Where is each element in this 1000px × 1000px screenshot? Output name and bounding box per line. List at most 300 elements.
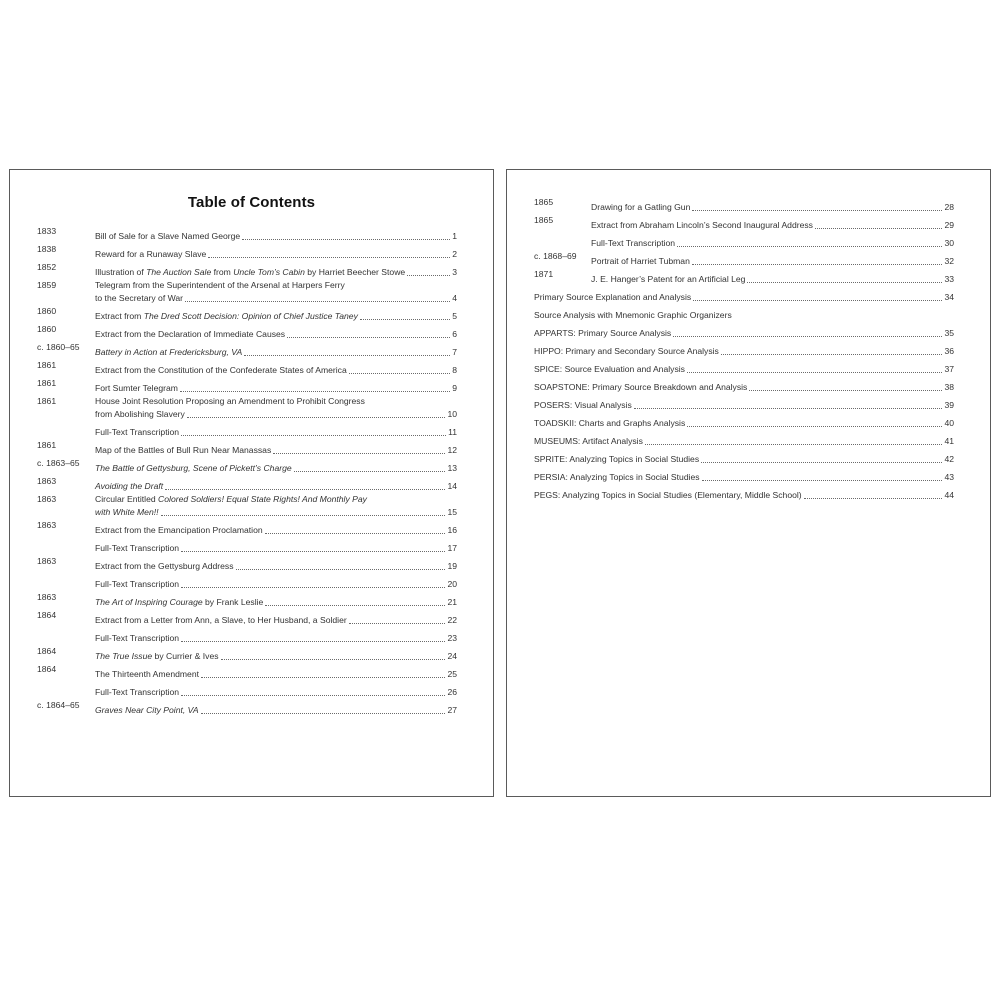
toc-entry[interactable] [10,243,493,261]
entry-title-text [534,345,719,358]
dot-leader [692,210,942,211]
entry-title-text: from Abolishing Slavery [95,409,185,419]
left-page [9,169,494,797]
dot-leader [181,587,445,588]
entry-title-line [95,395,457,408]
entry-title-text [95,506,159,519]
entry-title-text: to the Secretary of War [95,293,184,303]
dot-leader [692,264,943,265]
entry-page-number: 37 [944,364,954,374]
entry-page-number: 1 [452,231,457,241]
entry-title [95,230,457,243]
toc-entry[interactable] [507,448,990,466]
toc-entry[interactable] [507,412,990,430]
entry-title-line [95,408,457,421]
toc-entry[interactable] [10,573,493,591]
toc-entry[interactable] [10,591,493,609]
entry-title [95,560,457,573]
entry-title-text: HIPPO: Primary and Secondary Source Analysis [534,346,719,356]
entry-title-line [95,668,457,681]
entry-title-text: MUSEUMS: Artifact Analysis [534,436,643,446]
entry-title [95,686,457,699]
entry-title-text: SPRITE: Analyzing Topics in Social Studies [534,454,700,464]
dot-leader [180,391,450,392]
entry-page-number: 17 [447,543,457,553]
entry-title-text: TOADSKII: Charts and Graphs Analysis [534,418,686,428]
entry-title-text [534,291,691,304]
entry-title-line [95,444,457,457]
toc-entry[interactable] [507,250,990,268]
entry-title-line [95,480,457,493]
entry-date: 1863 [37,556,57,566]
entry-title-text [591,219,813,232]
entry-title [95,668,457,681]
entry-title-line [534,417,954,430]
entry-title [534,435,954,448]
entry-title-text [591,201,690,214]
entry-title-italic: The True Issue [95,651,153,661]
dot-leader [221,659,446,660]
entry-date: 1860 [37,306,57,316]
toc-entry[interactable] [10,609,493,627]
entry-title-text [95,542,179,555]
entry-title-line [95,230,457,243]
entry-title-text: PERSIA: Analyzing Topics in Social Studies [534,472,700,482]
toc-entry[interactable] [507,358,990,376]
toc-entry[interactable] [507,286,990,304]
toc-entry[interactable] [507,196,990,214]
entry-title [95,279,457,305]
dot-leader [349,373,450,374]
entry-title-text: Full-Text Transcription [95,633,180,643]
entry-date: c. 1863–65 [37,458,80,468]
entry-title-italic: Battery in Action at Fredericksburg, VA [95,347,243,357]
entry-title-line [95,704,457,717]
entry-title-text: Reward for a Runaway Slave [95,249,207,259]
entry-title-line [534,309,954,322]
entry-page-number: 6 [452,329,457,339]
toc-entry[interactable] [507,214,990,232]
entry-title [591,219,954,232]
entry-title-text [534,453,699,466]
entry-title-line [95,346,457,359]
entry-title-text [95,444,271,457]
dot-leader [208,257,450,258]
entry-title-line [95,426,457,439]
entry-title-text [95,248,206,261]
entry-title [534,381,954,394]
entry-date: c. 1864–65 [37,700,80,710]
entry-title-line [95,382,457,395]
toc-entry[interactable] [10,439,493,457]
entry-page-number: 2 [452,249,457,259]
toc-entry[interactable] [10,493,493,519]
entry-title [95,542,457,555]
entry-title-line [534,291,954,304]
entry-title-text: House Joint Resolution Proposing an Amendment to Prohibit Congress [95,396,365,406]
entry-title-line [591,237,954,250]
entry-date: 1860 [37,324,57,334]
dot-leader [287,337,450,338]
entry-title-text [534,435,643,448]
entry-date: 1863 [37,476,57,486]
entry-title [534,327,954,340]
dot-leader [294,471,446,472]
entry-page-number: 3 [452,267,457,277]
entry-title [591,255,954,268]
right-page [506,169,991,797]
entry-title [534,291,954,304]
entry-page-number: 26 [447,687,457,697]
entry-title-text [95,426,179,439]
entry-title-line [534,435,954,448]
entry-date: 1871 [534,269,554,279]
entry-title [95,493,457,519]
entry-title-line [95,632,457,645]
entry-page-number: 10 [447,409,457,419]
entry-title-text: Primary Source Explanation and Analysis [534,292,692,302]
entry-title-line [95,292,457,305]
entry-title-text [95,650,219,663]
toc-entry[interactable] [507,466,990,484]
entry-page-number: 5 [452,311,457,321]
entry-title-line [534,363,954,376]
entry-date: 1861 [37,396,57,406]
entry-title [95,426,457,439]
dot-leader [693,300,942,301]
entry-title-line [95,493,457,506]
entry-title-text: APPARTS: Primary Source Analysis [534,328,672,338]
entry-title-text: Fort Sumter Telegram [95,383,178,393]
toc-entry[interactable] [10,395,493,421]
dot-leader [236,569,446,570]
entry-date: 1863 [37,592,57,602]
entry-title-line [534,381,954,394]
toc-list-right [507,196,990,502]
entry-title-line [95,462,457,475]
dot-leader [673,336,942,337]
entry-title [534,489,954,502]
entry-title-line [95,650,457,663]
entry-title-text [95,310,358,323]
entry-title-line [591,201,954,214]
entry-title-line [95,328,457,341]
dot-leader [360,319,450,320]
entry-title-line [95,542,457,555]
entry-date: 1833 [37,226,57,236]
entry-title-text: Portrait of Harriet Tubman [591,256,690,266]
entry-title [534,363,954,376]
toc-entry[interactable] [507,484,990,502]
toc-entry[interactable] [507,268,990,286]
entry-title [95,614,457,627]
toc-entry[interactable] [10,279,493,305]
entry-title-text [95,408,185,421]
entry-title-text: from [211,267,234,277]
entry-date: 1864 [37,664,57,674]
dot-leader [749,390,942,391]
entry-title-text: PEGS: Analyzing Topics in Social Studies (Elementary, Middle School) [534,490,802,500]
entry-date: 1864 [37,646,57,656]
entry-title-text: SPICE: Source Evaluation and Analysis [534,364,685,374]
entry-title-text: Drawing for a Gatling Gun [591,202,691,212]
entry-title [534,345,954,358]
entry-title-text [95,346,242,359]
toc-entry[interactable] [507,322,990,340]
entry-title-line [95,578,457,591]
entry-title-text: Extract from [95,311,144,321]
entry-title-text: by Frank Leslie [202,597,264,607]
toc-entry[interactable] [10,341,493,359]
toc-entry[interactable] [10,663,493,681]
toc-entry[interactable] [10,377,493,395]
entry-page-number: 27 [447,705,457,715]
entry-title-text [534,399,632,412]
entry-title-text [534,327,671,340]
entry-title [591,237,954,250]
entry-title-text: Full-Text Transcription [95,579,180,589]
entry-title-italic: The Art of Inspiring Courage [95,597,203,607]
toc-entry[interactable] [10,475,493,493]
toc-entry[interactable] [10,421,493,439]
entry-date: 1861 [37,378,57,388]
entry-title [95,596,457,609]
dot-leader [185,301,450,302]
toc-entry[interactable] [10,537,493,555]
entry-page-number: 35 [944,328,954,338]
entry-page-number: 34 [944,292,954,302]
entry-page-number: 7 [452,347,457,357]
entry-title [591,273,954,286]
entry-title-text: Illustration of [95,267,147,277]
dot-leader [181,641,445,642]
entry-title [95,462,457,475]
entry-date: 1859 [37,280,57,290]
entry-title [95,395,457,421]
dot-leader [187,417,446,418]
toc-entry[interactable] [507,340,990,358]
entry-title-text [95,364,347,377]
entry-title [95,266,457,279]
entry-title [95,578,457,591]
dot-leader [242,239,450,240]
entry-title-text [95,328,285,341]
entry-title-text [95,292,183,305]
dot-leader [201,677,445,678]
dot-leader [181,435,446,436]
entry-title-text: Extract from the Gettysburg Address [95,561,234,571]
entry-title-line [95,560,457,573]
entry-title-text: Telegram from the Superintendent of the Arsenal at Harpers Ferry [95,280,345,290]
toc-entry[interactable] [10,261,493,279]
entry-title-text: Full-Text Transcription [95,543,180,553]
toc-entry[interactable] [10,225,493,243]
entry-title-text: J. E. Hanger’s Patent for an Artificial Leg [591,274,746,284]
dot-leader [815,228,942,229]
entry-title-italic: Colored Soldiers! Equal State Rights! And Monthly Pay [158,494,367,504]
toc-entry[interactable] [507,304,990,322]
entry-title [95,346,457,359]
entry-page-number: 9 [452,383,457,393]
dot-leader [265,533,446,534]
entry-title-italic: Avoiding the Draft [95,481,164,491]
entry-title-text [534,363,685,376]
entry-title-text: Extract from the Declaration of Immediate Causes [95,329,286,339]
entry-page-number: 43 [944,472,954,482]
entry-title [95,480,457,493]
entry-page-number: 29 [944,220,954,230]
entry-date: 1852 [37,262,57,272]
entry-page-number: 16 [447,525,457,535]
entry-title-line [534,453,954,466]
dot-leader [747,282,942,283]
entry-title [534,417,954,430]
entry-title-line [534,345,954,358]
entry-title [591,201,954,214]
toc-entry[interactable] [507,394,990,412]
toc-entry[interactable] [10,555,493,573]
entry-title-text: by Harriet Beecher Stowe [304,267,406,277]
entry-title-italic: Graves Near City Point, VA [95,705,199,715]
entry-title-text: Map of the Battles of Bull Run Near Manassas [95,445,272,455]
entry-title [534,471,954,484]
entry-title-text: Full-Text Transcription [591,238,676,248]
entry-page-number: 25 [447,669,457,679]
toc-entry[interactable] [507,232,990,250]
dot-leader [701,462,942,463]
entry-title-text [95,614,347,627]
entry-title-line [534,327,954,340]
entry-title-italic: Uncle Tom’s Cabin [233,267,305,277]
toc-entry[interactable] [10,627,493,645]
entry-page-number: 28 [944,202,954,212]
entry-page-number: 8 [452,365,457,375]
entry-title-text: POSERS: Visual Analysis [534,400,632,410]
dot-leader [407,275,450,276]
entry-page-number: 42 [944,454,954,464]
toc-entry[interactable] [10,359,493,377]
entry-title-text [95,462,292,475]
entry-title-italic: The Auction Sale [146,267,212,277]
entry-page-number: 38 [944,382,954,392]
entry-title-text: Extract from the Constitution of the Confederate States of America [95,365,347,375]
entry-title-line [95,248,457,261]
entry-title-text [95,230,240,243]
entry-page-number: 24 [447,651,457,661]
entry-page-number: 13 [447,463,457,473]
entry-date: c. 1860–65 [37,342,80,352]
entry-title-text [95,686,179,699]
toc-entry[interactable] [10,457,493,475]
entry-page-number: 40 [944,418,954,428]
entry-date: 1861 [37,440,57,450]
entry-date: 1838 [37,244,57,254]
entry-title [95,524,457,537]
toc-entry[interactable] [10,519,493,537]
entry-title-text [534,417,685,430]
entry-title-text: Extract from the Emancipation Proclamation [95,525,263,535]
toc-entry[interactable] [10,645,493,663]
entry-title-text [95,632,179,645]
dot-leader [273,453,445,454]
toc-entry[interactable] [507,430,990,448]
entry-page-number: 41 [944,436,954,446]
entry-title-text [95,668,199,681]
entry-title-text [95,578,179,591]
dot-leader [165,489,445,490]
entry-title [95,704,457,717]
entry-title [534,309,954,322]
toc-entry[interactable] [10,323,493,341]
entry-title [95,382,457,395]
entry-title-text: Source Analysis with Mnemonic Graphic Organizers [534,310,732,320]
toc-entry[interactable] [10,681,493,699]
entry-page-number: 22 [447,615,457,625]
entry-title-line [534,399,954,412]
entry-title-text [95,596,263,609]
dot-leader [677,246,942,247]
entry-title-text [534,309,732,322]
entry-title [95,650,457,663]
entry-title-text [95,266,405,279]
entry-title-text [591,255,690,268]
entry-title-line [95,614,457,627]
entry-page-number: 32 [944,256,954,266]
entry-page-number: 33 [944,274,954,284]
dot-leader [181,695,445,696]
entry-title-text [591,273,745,286]
dot-leader [201,713,446,714]
dot-leader [265,605,445,606]
entry-page-number: 20 [447,579,457,589]
entry-title-text [591,237,675,250]
entry-title-text: The Thirteenth Amendment [95,669,199,679]
dot-leader [349,623,446,624]
entry-title-text: Circular Entitled [95,494,159,504]
dot-leader [702,480,943,481]
entry-date: 1865 [534,197,554,207]
toc-entry[interactable] [10,305,493,323]
entry-page-number: 15 [447,507,457,517]
entry-title-line [534,489,954,502]
entry-title-text: SOAPSTONE: Primary Source Breakdown and Analysis [534,382,748,392]
entry-title-line [95,310,457,323]
entry-title-line [95,686,457,699]
entry-title-text [534,381,747,394]
entry-page-number: 44 [944,490,954,500]
entry-title-line [591,255,954,268]
entry-title-line [95,266,457,279]
entry-date: 1863 [37,520,57,530]
toc-list-left [10,225,493,717]
dot-leader [161,515,446,516]
entry-title-text: Bill of Sale for a Slave Named George [95,231,241,241]
entry-page-number: 30 [944,238,954,248]
entry-page-number: 11 [448,427,457,437]
toc-entry[interactable] [507,376,990,394]
entry-date: c. 1868–69 [534,251,577,261]
entry-title [95,310,457,323]
toc-entry[interactable] [10,699,493,717]
entry-title-line [95,279,457,292]
entry-title-text [534,471,700,484]
entry-title [95,248,457,261]
entry-title-text: Extract from Abraham Lincoln’s Second Inaugural Address [591,220,813,230]
entry-date: 1864 [37,610,57,620]
entry-title-italic: with White Men!! [95,507,159,517]
entry-title-line [95,506,457,519]
dot-leader [181,551,445,552]
